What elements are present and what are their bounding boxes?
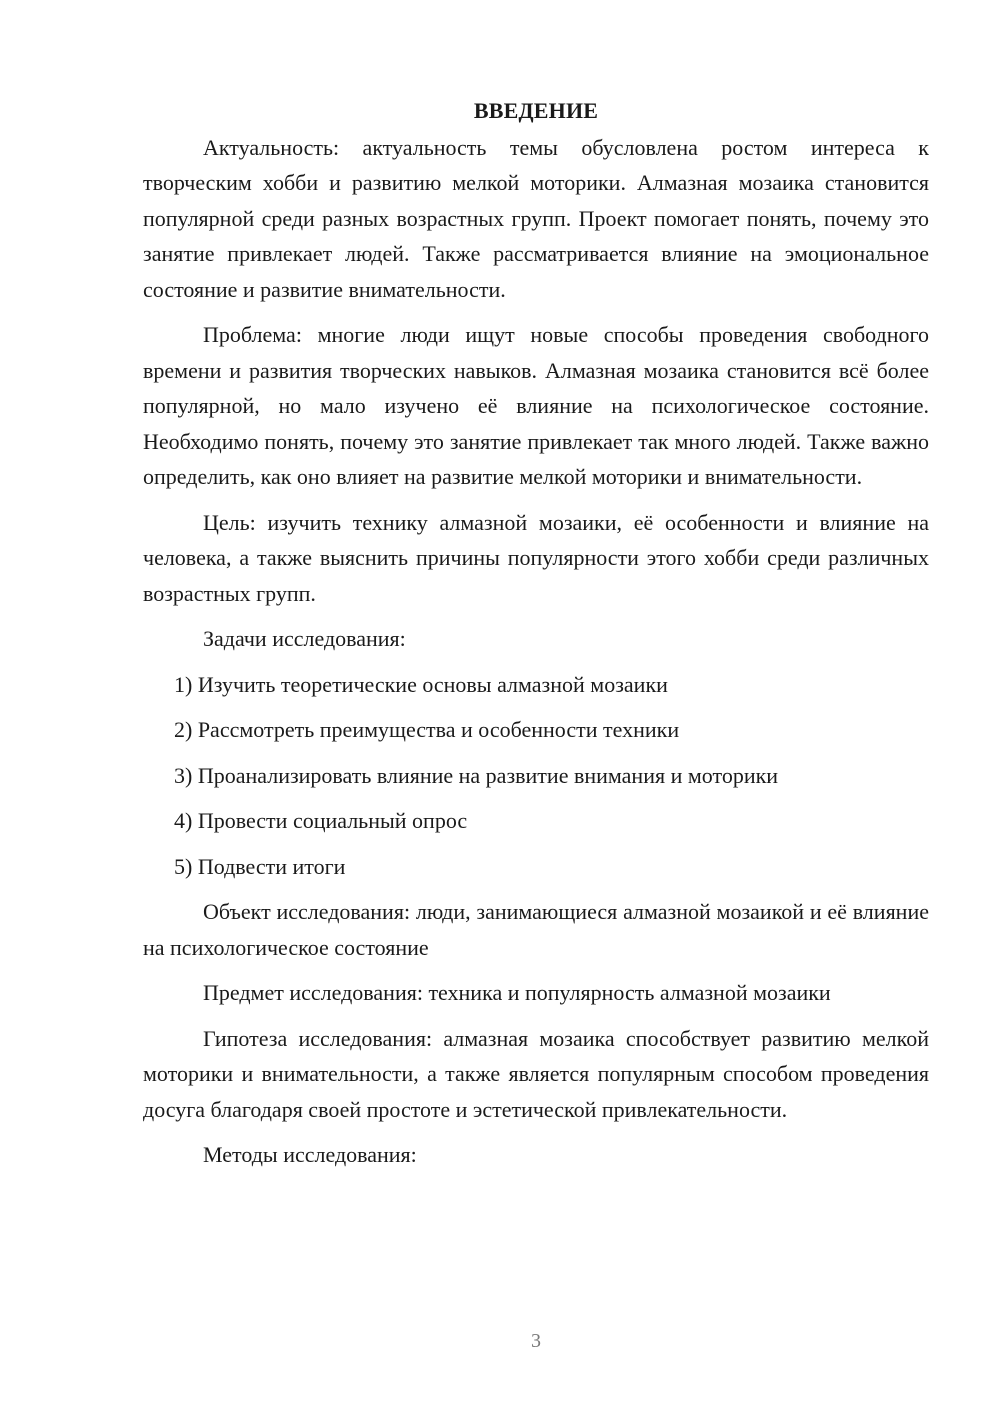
paragraph-subject: Предмет исследования: техника и популярность алмазной мозаики [203,980,831,1005]
paragraph-methods: Методы исследования: [203,1142,417,1167]
tasks-list [143,667,929,885]
paragraph-relevance: Актуальность: актуальность темы обусловлена ростом интереса к творческим хобби и развитию мелкой моторики. Алмазная мозаика становится популярной среди разных возрастных групп. Проект помогает понять, почему это занятие привлекает людей. Также рассматривается влияние на эмоциональное состояние и развитие внимательности. [143,134,929,302]
task-item: 3) Проанализировать влияние на развитие внимания и моторики [174,762,779,788]
tasks-heading: Задачи исследования: [203,626,406,651]
task-item: 1) Изучить теоретические основы алмазной мозаики [174,671,668,697]
paragraph-hypothesis: Гипотеза исследования: алмазная мозаика способствует развитию мелкой моторики и внимательности, а также является популярным способом проведения досуга благодаря своей простоте и эстетической привлекательности. [143,1025,929,1122]
page-content [143,93,929,1183]
task-item: 5) Подвести итоги [174,853,346,879]
paragraph-goal: Цель: изучить технику алмазной мозаики, её особенности и влияние на человека, а также выяснить причины популярности этого хобби среди различных возрастных групп. [143,509,929,606]
section-title: ВВЕДЕНИЕ [473,98,599,123]
task-item: 4) Провести социальный опрос [174,808,468,833]
page-number: 3 [531,1330,541,1352]
paragraph-object: Объект исследования: люди, занимающиеся алмазной мозаикой и её влияние на психологическое состояние [143,899,929,960]
task-item: 2) Рассмотреть преимущества и особенности техники [174,717,680,742]
paragraph-problem: Проблема: многие люди ищут новые способы проведения свободного времени и развития творческих навыков. Алмазная мозаика становится всё более популярной, но мало изучено её влияние на психологическое состояние. Необходимо понять, почему это занятие привлекает так много людей. Также важно определить, как оно влияет на развитие мелкой моторики и внимательности. [143,322,929,489]
